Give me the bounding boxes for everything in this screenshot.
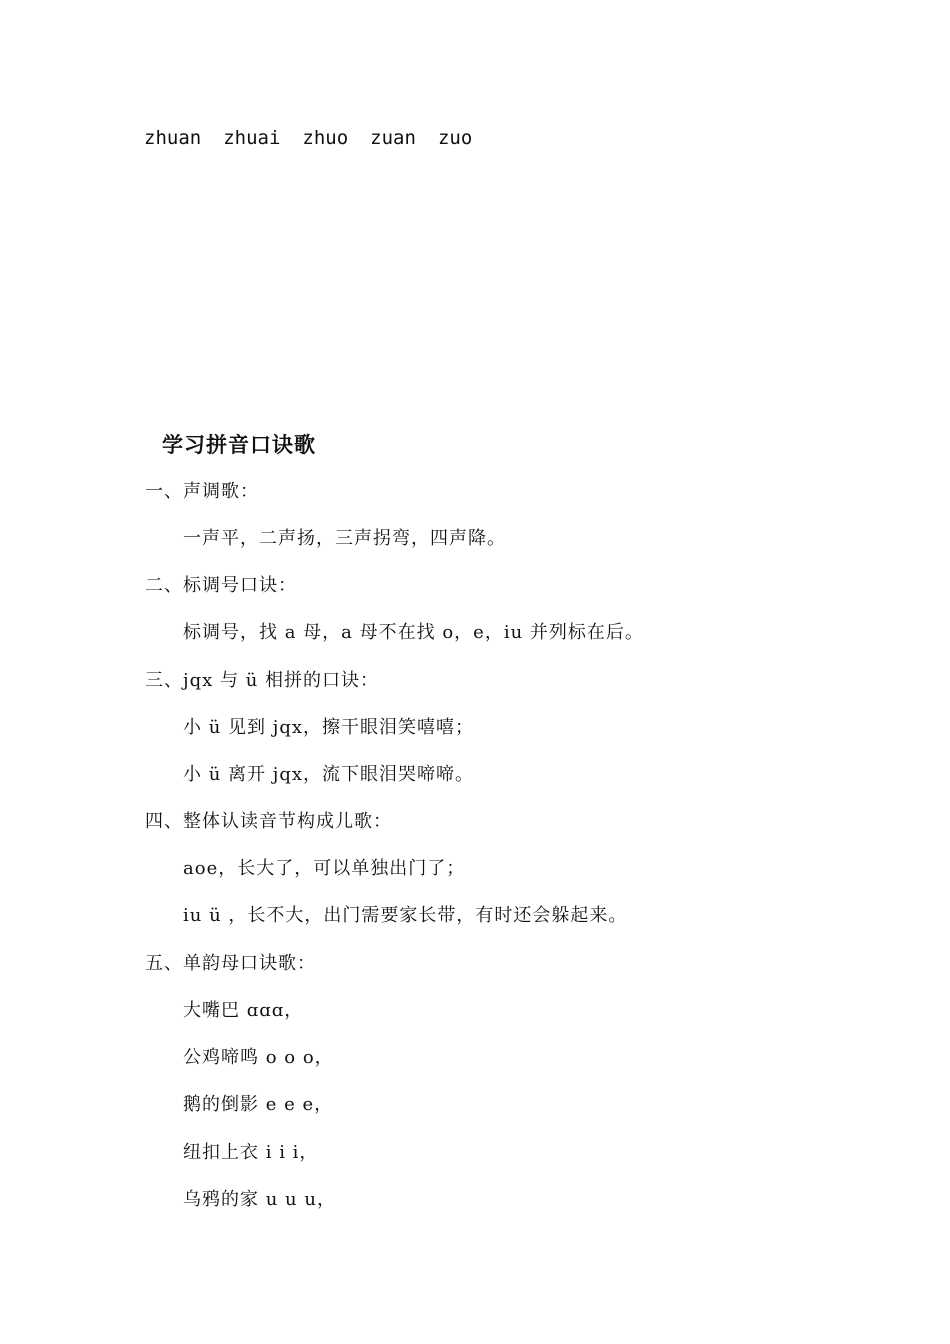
section-heading: 四、整体认读音节构成儿歌： xyxy=(145,811,392,832)
section-line: 一声平，二声扬，三声拐弯，四声降。 xyxy=(183,528,506,549)
section-heading: 五、单韵母口诀歌： xyxy=(145,953,316,974)
section-line: 小 ü 见到 jqx，擦干眼泪笑嘻嘻； xyxy=(183,717,475,738)
section-heading: 二、标调号口诀： xyxy=(145,575,297,596)
section-line: 小 ü 离开 jqx，流下眼泪哭啼啼。 xyxy=(183,764,475,785)
section-line: aoe，长大了，可以单独出门了； xyxy=(183,858,466,879)
section-line: 乌鸦的家 u u u， xyxy=(183,1189,336,1210)
section-line: 纽扣上衣 i i i， xyxy=(183,1142,319,1163)
pinyin-syllable: zhuo xyxy=(302,127,349,149)
section-line: 鹅的倒影 e e e， xyxy=(183,1094,334,1115)
section-line: 公鸡啼鸣 o o o， xyxy=(183,1047,334,1068)
document-title: 学习拼音口诀歌 xyxy=(162,432,316,457)
pinyin-syllable: zuan xyxy=(370,127,416,149)
section-line: iu ü ，长不大，出门需要家长带，有时还会躲起来。 xyxy=(183,905,628,926)
pinyin-syllable: zhuai xyxy=(223,127,281,149)
section-line: 标调号，找 a 母，a 母不在找 o，e，iu 并列标在后。 xyxy=(183,622,644,643)
section-heading: 三、jqx 与 ü 相拼的口诀： xyxy=(145,670,380,691)
pinyin-syllable: zhuan xyxy=(144,127,202,149)
section-line: 大嘴巴 ɑɑɑ， xyxy=(183,1000,304,1021)
section-heading: 一、声调歌： xyxy=(145,481,259,502)
pinyin-syllable-row xyxy=(144,126,472,150)
pinyin-syllable: zuo xyxy=(437,127,473,149)
